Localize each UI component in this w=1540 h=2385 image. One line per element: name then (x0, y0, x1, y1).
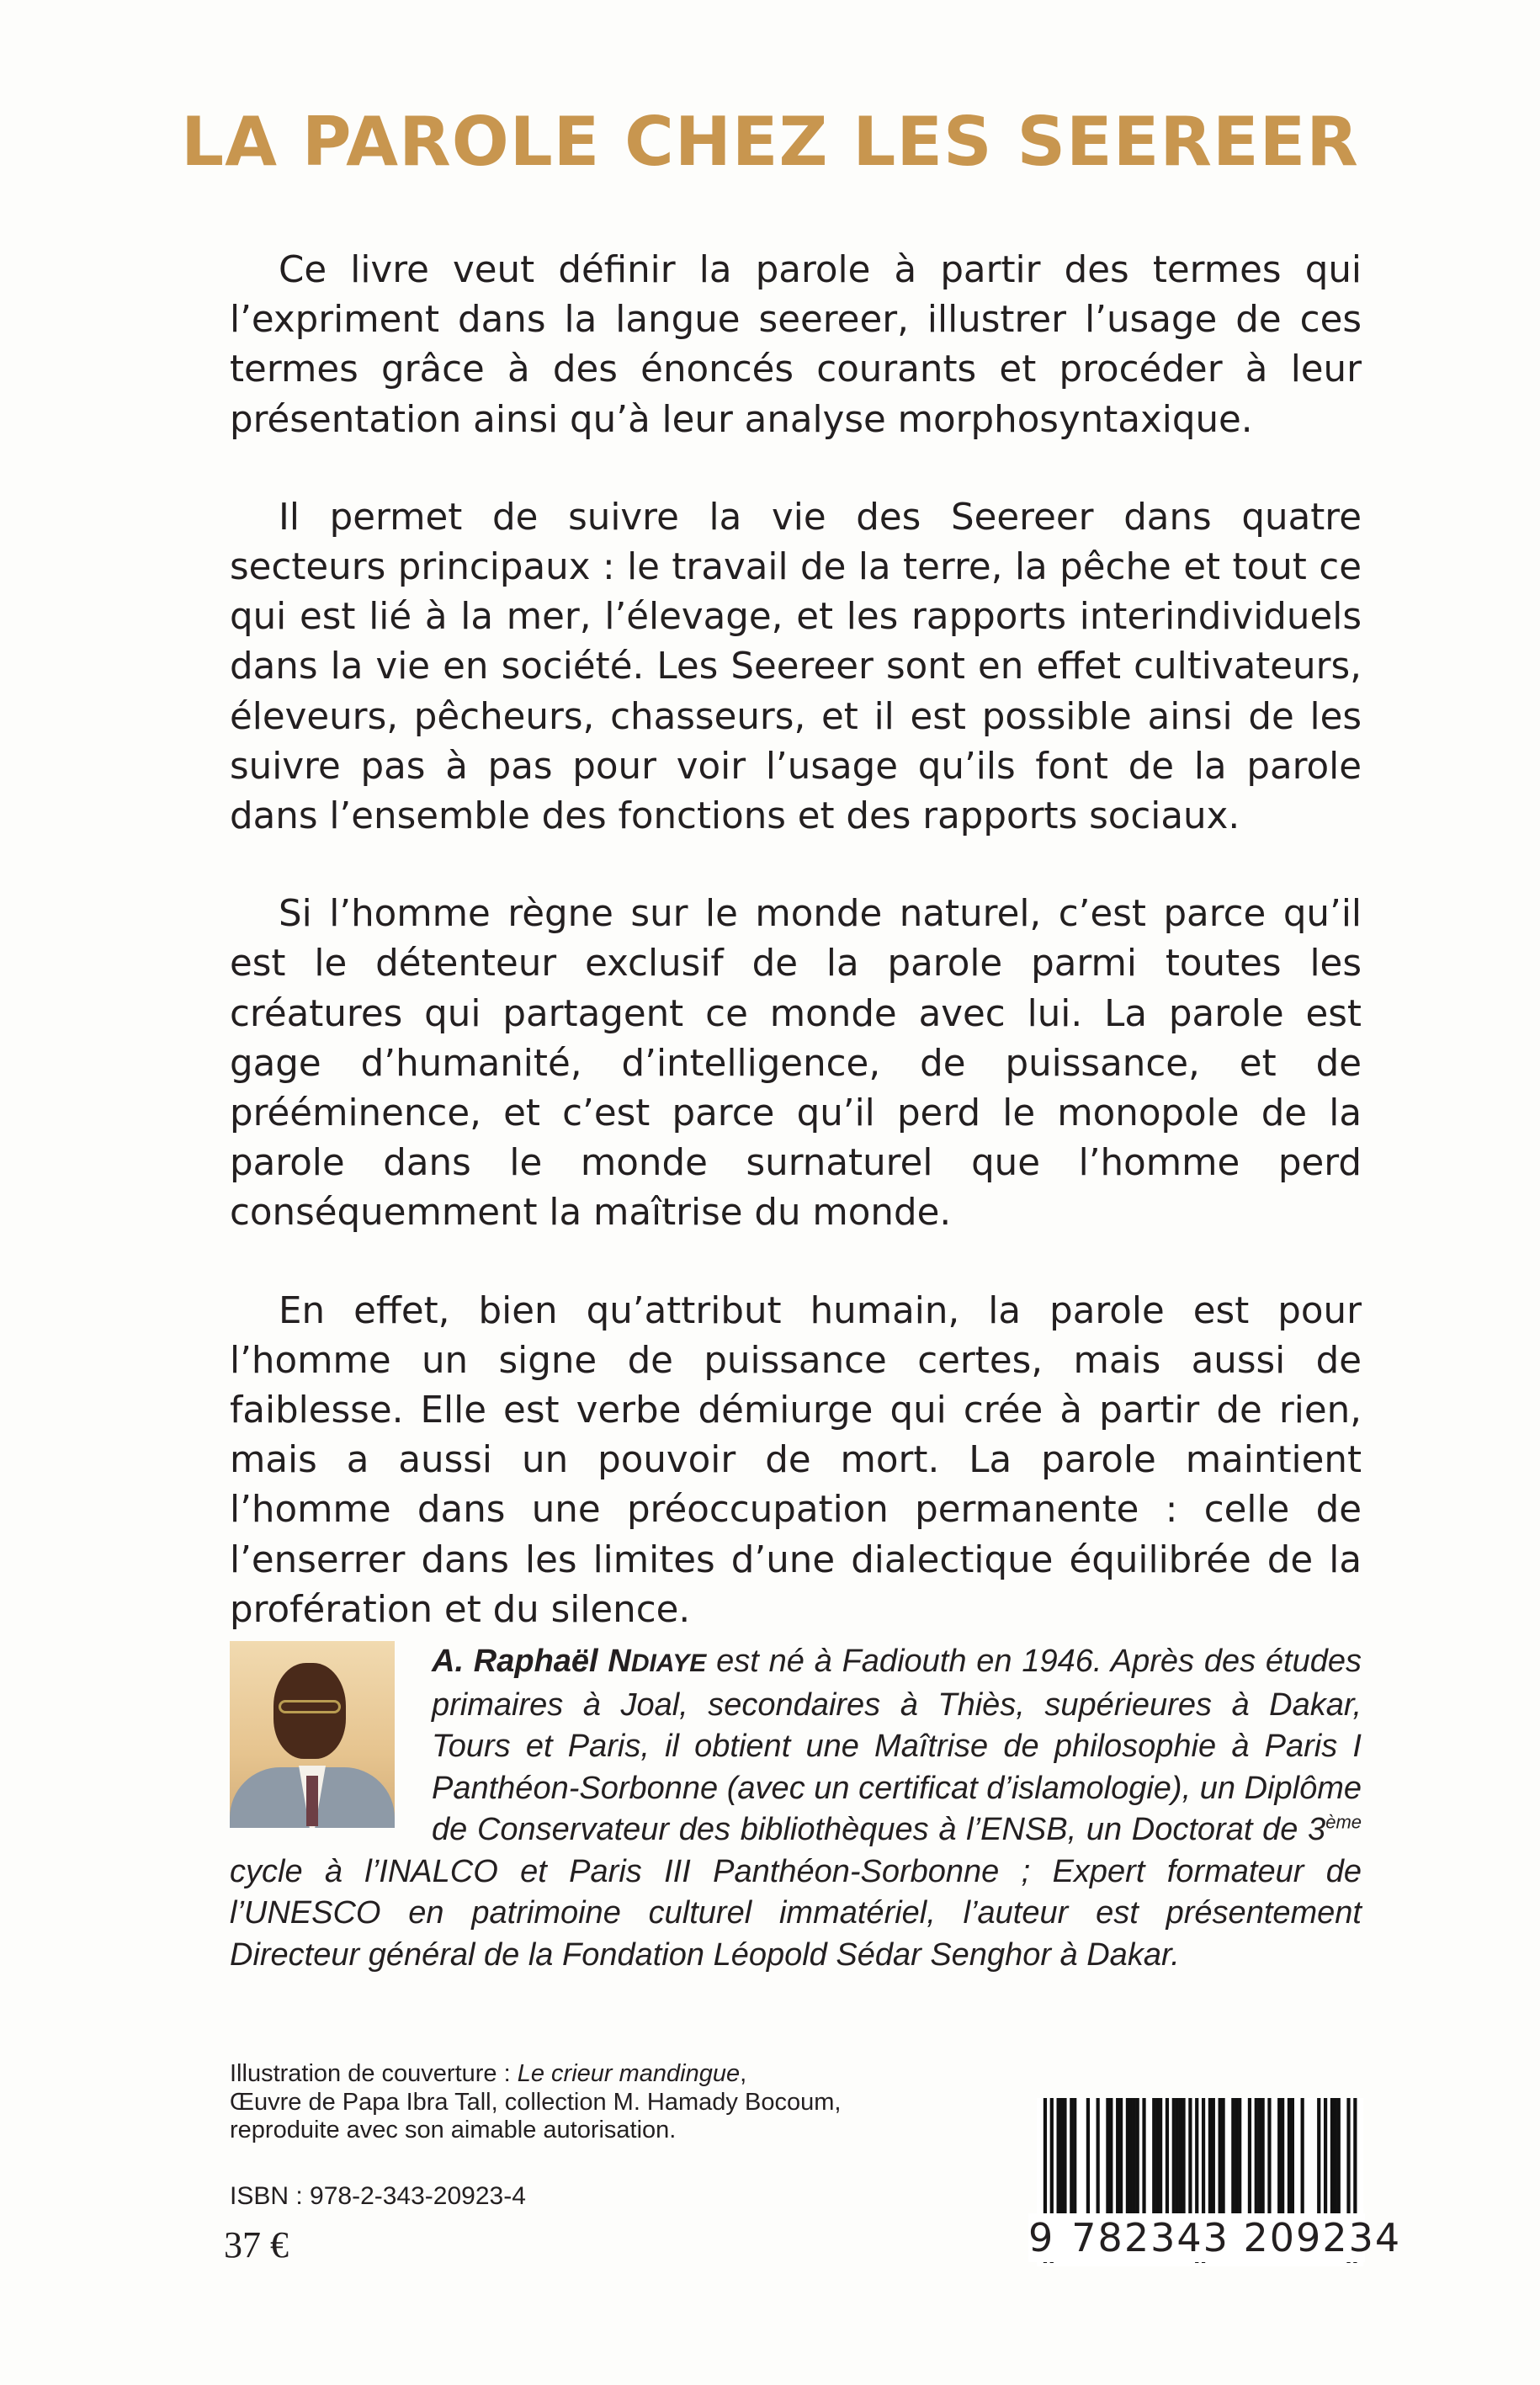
barcode-bar (1221, 2098, 1224, 2214)
barcode-bar (1248, 2098, 1251, 2214)
barcode-bar (1301, 2098, 1304, 2214)
barcode-bar (1291, 2098, 1294, 2214)
barcode-bar (1182, 2098, 1185, 2214)
barcode-bar (1231, 2098, 1235, 2214)
barcode-bar (1133, 2098, 1136, 2214)
barcode-bar (1073, 2098, 1076, 2214)
barcode-bar (1152, 2098, 1155, 2214)
barcode-bar (1219, 2098, 1222, 2214)
barcode-bar (1172, 2098, 1176, 2214)
barcode-bar (1119, 2098, 1123, 2214)
blurb-paragraph-3: Si l’homme règne sur le monde naturel, c’est parce qu’il est le détenteur exclusif de la parole parmi toutes les créatures qui partagent ce monde avec lui. La parole est gage d’humanité, d’intelligence, de puissance, et de prééminence, et c’est parce qu’il perd le monopole de la parole dans le monde surnaturel que l’homme perd conséquemment la maîtrise du monde. (230, 893, 1362, 1235)
author-name: A. Raphaël NDIAYE (432, 1644, 707, 1679)
barcode-bar (1126, 2098, 1129, 2214)
isbn: ISBN : 978-2-343-20923-4 (230, 2182, 526, 2210)
barcode-bar (1238, 2098, 1241, 2214)
book-title: LA PAROLE CHEZ LES SEEREER (181, 103, 1359, 181)
author-photo (230, 1641, 395, 1828)
barcode-bar (1212, 2098, 1215, 2214)
barcode-bar (1159, 2098, 1162, 2214)
blurb-paragraph-1: Ce livre veut définir la parole à partir des termes qui l’expriment dans la langue seereer, illustrer l’usage de ces termes grâce à des énoncés courants et procéder à leur présentation ainsi qu’à leur analyse morphosyntaxique. (230, 249, 1362, 441)
barcode-bar (1136, 2098, 1139, 2214)
barcode-bar (1337, 2098, 1341, 2214)
author-bio-text-1: est né à Fadiouth en 1946. Après des études primaires à Joal, secondaires à Thiès, supérieures à Dakar, Tours et Paris, il obtient une Maîtrise de philosophie à Paris I Panthéon-Sorbonne (avec un certificat d’islamologie), un Diplôme de Conservateur des bibliothèques à l’ENSB, un Doctorat de 3 (432, 1644, 1362, 1847)
credits-line-3: reproduite avec son aimable autorisation. (230, 2117, 677, 2143)
barcode-bar (1063, 2098, 1066, 2214)
barcode-bar (1330, 2098, 1334, 2214)
barcode-bar (1109, 2098, 1113, 2214)
blurb-paragraph-4: En effet, bien qu’attribut humain, la parole est pour l’homme un signe de puissance certes, mais aussi de faiblesse. Elle est verbe démiurge qui crée à partir de rien, mais a aussi un pouvoir de mort. La parole maintient l’homme dans une préoccupation permanente : celle de l’enserrer dans les limites d’une dialectique équilibrée de la profération et du silence. (230, 1289, 1362, 1631)
barcode-bar (1267, 2098, 1271, 2214)
barcode-bar (1116, 2098, 1119, 2214)
barcode-bar (1106, 2098, 1109, 2214)
barcode-bar (1129, 2098, 1133, 2214)
barcode-bar (1166, 2098, 1169, 2214)
barcode-bar (1235, 2098, 1238, 2214)
barcode-bar (1261, 2098, 1265, 2214)
barcode-bar (1281, 2098, 1284, 2214)
barcode-bar (1057, 2098, 1060, 2214)
barcode-digits: 9 782343 209234 (1028, 2215, 1402, 2260)
barcode-bar (1288, 2098, 1291, 2214)
barcode-bar (1317, 2098, 1320, 2214)
cover-illustration-credits (230, 2060, 903, 2145)
barcode-bar (1208, 2098, 1212, 2214)
author-biography (230, 1641, 1362, 1976)
barcode-bar (1334, 2098, 1337, 2214)
barcode-bar (1179, 2098, 1182, 2214)
barcode-bar (1176, 2098, 1179, 2214)
credits-line-1: Illustration de couverture : Le crieur mandingue, (230, 2060, 747, 2087)
barcode-bar (1255, 2098, 1258, 2214)
barcode-bar (1258, 2098, 1261, 2214)
author-bio-text-2: cycle à l’INALCO et Paris III Panthéon-Sorbonne ; Expert formateur de l’UNESCO en patrimoine culturel immatériel, l’auteur est présentement Directeur général de la Fondation Léopold Sédar Senghor à Dakar. (230, 1853, 1362, 1973)
back-cover-blurb (230, 246, 1362, 1683)
price: 37 € (224, 2224, 289, 2265)
barcode-bar (1155, 2098, 1159, 2214)
blurb-paragraph-2: Il permet de suivre la vie des Seereer dans quatre secteurs principaux : le travail de la terre, la pêche et tout ce qui est lié à la mer, l’élevage, et les rapports interindividuels dans la vie en société. Les Seereer sont en effet cultivateurs, éleveurs, pêcheurs, chasseurs, et il est possible ainsi de les suivre pas à pas pour voir l’usage qu’ils font de la parole dans l’ensemble des fonctions et des rapports sociaux. (230, 496, 1362, 838)
barcode-bar (1070, 2098, 1073, 2214)
barcode-bar (1142, 2098, 1145, 2214)
barcode-bar (1097, 2098, 1100, 2214)
barcode-bar (1324, 2098, 1327, 2214)
barcode-bar (1277, 2098, 1281, 2214)
barcode-bar (1086, 2098, 1090, 2214)
barcode-bar (1188, 2098, 1192, 2214)
barcode-bar (1059, 2098, 1063, 2214)
author-bio-superscript: ème (1325, 1811, 1362, 1833)
credits-line-2: Œuvre de Papa Ibra Tall, collection M. Hamady Bocoum, (230, 2088, 842, 2116)
